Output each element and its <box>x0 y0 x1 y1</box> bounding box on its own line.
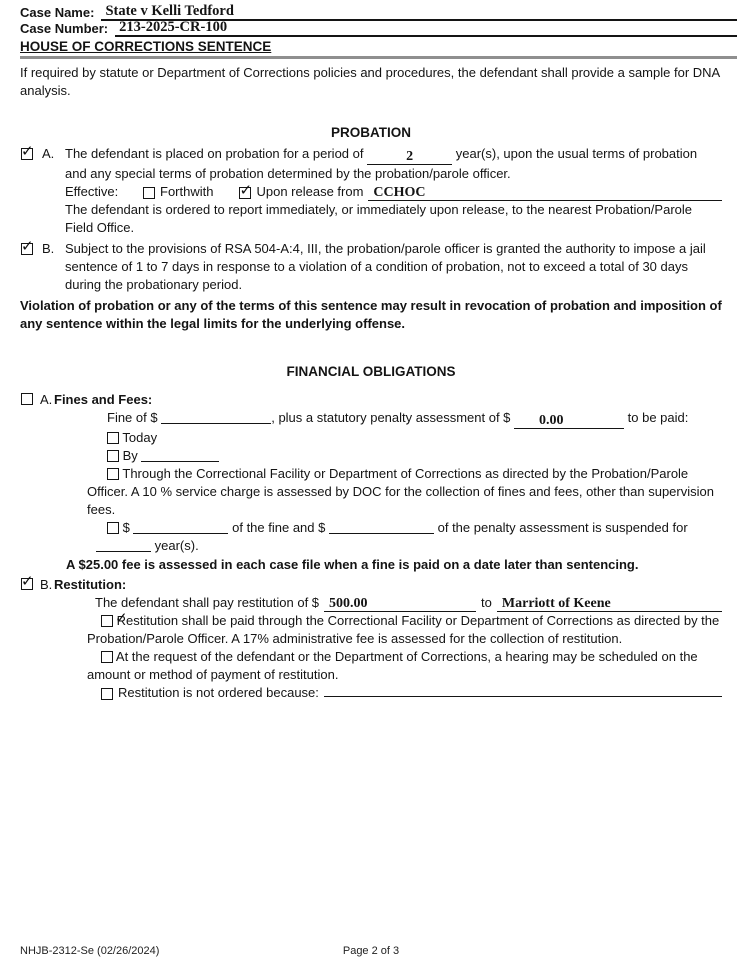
suspended-part4: year(s). <box>154 538 199 553</box>
page-number: Page 2 of 3 <box>342 945 400 957</box>
fine-amount-field[interactable] <box>161 411 271 424</box>
paid-suffix: to be paid: <box>627 410 689 425</box>
forthwith-checkbox[interactable] <box>143 187 155 199</box>
through-doc-line <box>87 465 722 519</box>
suspended-years-line <box>96 537 722 555</box>
restitution-through-checkbox[interactable] <box>101 615 113 627</box>
restitution-item <box>20 576 722 702</box>
probation-item-b <box>20 240 722 294</box>
restitution-subsection <box>87 594 722 702</box>
restitution-checkbox[interactable] <box>21 578 33 590</box>
probation-a-letter: A. <box>42 146 55 161</box>
probation-a-text: The defendant is placed on probation for a period of 2 year(s), upon the usual terms of probation and any special terms of probation determined by the probation/parole officer. <box>65 146 698 181</box>
dna-paragraph: If required by statute or Department of Corrections policies and procedures, the defendant shall provide a sample for DNA analysis. <box>20 65 720 98</box>
effective-label: Effective: <box>65 184 119 199</box>
restitution-title: Restitution: <box>54 577 127 592</box>
case-name-label: Case Name: <box>20 5 95 20</box>
restitution-payee-field[interactable]: Marriott of Keene <box>497 597 722 612</box>
through-doc-checkbox[interactable] <box>107 468 119 480</box>
penalty-amount-field[interactable]: 0.00 <box>514 414 624 429</box>
restitution-letter: B. <box>40 577 53 592</box>
effective-row <box>65 183 722 201</box>
probation-b-checkbox[interactable] <box>21 243 33 255</box>
fines-title: Fines and Fees: <box>54 392 153 407</box>
not-ordered-label: Restitution is not ordered because: <box>118 685 319 700</box>
form-title: HOUSE OF CORRECTIONS SENTENCE <box>20 39 737 59</box>
report-text: The defendant is ordered to report immediately, or immediately upon release, to the nearest Probation/Parole Field Office. <box>65 202 692 235</box>
not-ordered-reason-field[interactable] <box>324 684 722 697</box>
suspended-part1: $ <box>122 520 130 535</box>
upon-release-checkbox[interactable] <box>239 187 251 199</box>
restitution-pay-line <box>95 594 722 612</box>
by-line <box>87 447 722 465</box>
probation-b-text: Subject to the provisions of RSA 504-A:4, III, the probation/parole officer is granted the authority to impose a jail sentence of 1 to 7 days in response to a violation of a condition of probation, not to exceed a total of 30 days during the probationary period. <box>65 241 706 292</box>
violation-warning: Violation of probation or any of the terms of this sentence may result in revocation of probation and imposition of any sentence within the legal limits for the underlying offense. <box>20 298 722 331</box>
penalty-mid: , plus a statutory penalty assessment of $ <box>271 410 511 425</box>
not-ordered-checkbox[interactable] <box>101 688 113 700</box>
release-from-field[interactable]: CCHOC <box>368 186 722 201</box>
case-number-label: Case Number: <box>20 21 109 36</box>
restitution-through-text: Restitution shall be paid through the Correctional Facility or Department of Corrections as directed by the Probation/Parole Officer. A 17% administrative fee is assessed for the collection of restitution. <box>87 613 720 646</box>
fine-amount-line <box>87 409 722 429</box>
case-number-field[interactable]: 213-2025-CR-100 <box>115 20 737 37</box>
suspended-checkbox[interactable] <box>107 522 119 534</box>
suspended-part2: of the fine and $ <box>232 520 326 535</box>
case-name-field[interactable]: State v Kelli Tedford <box>101 4 737 21</box>
by-label: By <box>122 448 138 463</box>
probation-a-checkbox[interactable] <box>21 148 33 160</box>
suspended-line <box>87 519 722 537</box>
to-word: to <box>481 595 492 610</box>
financial-heading: FINANCIAL OBLIGATIONS <box>286 364 456 379</box>
fines-item <box>20 391 722 574</box>
by-checkbox[interactable] <box>107 450 119 462</box>
today-label: Today <box>122 430 158 445</box>
probation-years-field[interactable]: 2 <box>367 150 452 165</box>
upon-release-label: Upon release from <box>256 184 364 199</box>
restitution-hearing-line <box>87 648 722 684</box>
restitution-amount-field[interactable]: 500.00 <box>324 597 476 612</box>
today-checkbox[interactable] <box>107 432 119 444</box>
late-fee-note: A $25.00 fee is assessed in each case file when a fine is paid on a date later than sentencing. <box>66 557 639 572</box>
pay-prefix: The defendant shall pay restitution of $ <box>95 595 320 610</box>
fines-checkbox[interactable] <box>21 393 33 405</box>
through-doc-text: Through the Correctional Facility or Department of Corrections as directed by the Probation/Parole Officer. A 10 % service charge is assessed by DOC for the collection of fines and fees, other than supervision fees. <box>87 466 714 517</box>
suspended-part3: of the penalty assessment is suspended for <box>437 520 688 535</box>
restitution-not-ordered-line <box>101 684 722 702</box>
restitution-hearing-checkbox[interactable] <box>101 651 113 663</box>
suspended-fine-field[interactable] <box>133 521 228 534</box>
probation-heading: PROBATION <box>331 125 411 140</box>
today-line <box>87 429 722 447</box>
forthwith-label: Forthwith <box>160 184 214 199</box>
case-number-row <box>20 21 737 37</box>
restitution-hearing-text: At the request of the defendant or the Department of Corrections, a hearing may be scheduled on the amount or method of payment of restitution. <box>87 649 698 682</box>
fine-prefix: Fine of $ <box>107 410 158 425</box>
restitution-through-line <box>87 612 722 648</box>
fines-letter: A. <box>40 392 53 407</box>
fines-subsection <box>87 409 722 555</box>
by-date-field[interactable] <box>141 449 219 462</box>
probation-item-a <box>20 145 722 237</box>
suspended-years-field[interactable] <box>96 539 151 552</box>
form-id: NHJB-2312-Se (02/26/2024) <box>20 945 160 957</box>
suspended-penalty-field[interactable] <box>329 521 434 534</box>
probation-b-letter: B. <box>42 241 55 256</box>
